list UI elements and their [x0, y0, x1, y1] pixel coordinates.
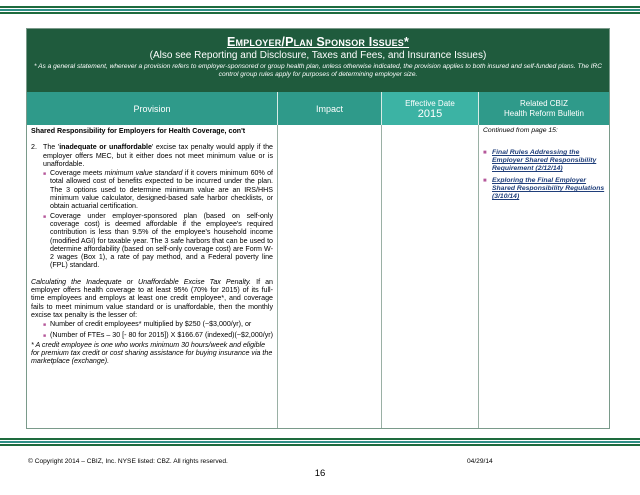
related-link-exploring-regulations[interactable] — [483, 177, 605, 201]
related-bulletin-column-header — [479, 92, 609, 125]
impact-column-header — [278, 92, 382, 125]
related-link-final-rules[interactable] — [483, 149, 605, 173]
square-bullet-icon: ■ — [43, 332, 47, 339]
square-bullet-icon: ■ — [483, 150, 487, 156]
table-row — [27, 125, 609, 428]
impact-header-label: Impact — [315, 103, 343, 114]
item-bold-term: inadequate or unaffordable — [59, 143, 152, 152]
effective-year: 2015 — [417, 107, 443, 120]
continued-note: Continued from page 15: — [483, 127, 558, 134]
item-number: 2. — [31, 143, 37, 152]
page-title: Employer/Plan Sponsor Issues* — [226, 35, 410, 49]
copyright-notice: © Copyright 2014 – CBIZ, Inc. NYSE listed: CBZ. All rights reserved. — [28, 458, 228, 465]
calc-bullet-credit-employees: Number of credit employees* multiplied by $250 (~$3,000/yr), or — [50, 320, 252, 329]
credit-employee-footnote: * A credit employee is one who works minimum 30 hours/week and eligible for premium tax credit or cost sharing assistance for buying insurance via the marketplace (exchange). — [31, 340, 273, 366]
provision-header-label: Provision — [133, 103, 171, 114]
top-decorative-stripes — [0, 6, 640, 14]
column-header-row — [27, 92, 609, 125]
provision-column-header — [27, 92, 278, 125]
calc-bullet-fte: (Number of FTEs – 30 [- 80 for 2015]) X $166.67 (indexed)(~$2,000/yr) — [50, 330, 273, 339]
square-bullet-icon: ■ — [483, 178, 487, 184]
impact-cell — [278, 125, 382, 428]
related-link-text[interactable]: Exploring the Final Employer Shared Responsibility Regulations (3/10/14) — [492, 177, 605, 200]
calculation-paragraph — [31, 278, 273, 319]
provision-heading: Shared Responsibility for Employers for Health Coverage, con't — [31, 127, 246, 135]
item-bullets — [43, 169, 273, 270]
bullet-text-minimum-value: Coverage meets minimum value standard if it covers minimum 60% of total allowed cost of benefits expected to be incurred under the plan. The 3 options used to determine minimum value are an IRS/HHS minimum value calculator, designed-based safe harbor checklists, or obtain actuarial certification. — [50, 169, 273, 211]
provision-item — [31, 143, 273, 168]
calculation-body: If an employer offers health coverage to at least 95% (70% for 2015) of its full-time employees and employs at least one credit employee*, and coverage fails to meet minimum value standard or is unaffordable, then the monthly excise tax penalty is the lesser of: — [31, 277, 273, 319]
related-header-line1: Related CBIZ — [519, 98, 569, 108]
bottom-decorative-stripes — [0, 438, 640, 446]
list-item — [43, 331, 273, 340]
list-item — [43, 169, 273, 210]
effective-date-cell — [382, 125, 479, 428]
effective-header-label: Effective Date — [405, 98, 455, 108]
square-bullet-icon: ■ — [43, 171, 47, 178]
general-note: * As a general statement, wherever a provision refers to employer-sponsored or group health plan, unless otherwise indicated, the provision applies to both insured and self-funded plans. The IRC control group rules apply for purposes of determining employer size. — [33, 63, 603, 78]
page-subtitle: (Also see Reporting and Disclosure, Taxes and Fees, and Insurance Issues) — [149, 50, 487, 61]
square-bullet-icon: ■ — [43, 322, 47, 329]
effective-date-column-header — [382, 92, 479, 125]
calculation-title: Calculating the Inadequate or Unaffordable Excise Tax Penalty. — [31, 277, 252, 286]
title-banner — [27, 29, 609, 92]
provision-cell — [27, 125, 278, 428]
related-link-text[interactable]: Final Rules Addressing the Employer Shared Responsibility Requirement (2/12/14) — [492, 149, 597, 172]
square-bullet-icon: ■ — [43, 213, 47, 220]
list-item — [43, 212, 273, 270]
bullet-text-affordability: Coverage under employer-sponsored plan (based on self-only coverage cost) is deemed affordable if the employee's required contribution is less than 9.5% of the employee's household income (modified AGI) for taxable year. The 3 safe harbors that can be used to determine affordability (based on self-only coverage cost) are Form W-2 wages (Box 1), a rate of pay method, and a Federal poverty line (FPL) standard. — [50, 211, 273, 270]
issues-table — [26, 28, 610, 429]
list-item — [43, 320, 273, 329]
related-header-line2: Health Reform Bulletin — [503, 108, 585, 118]
page-number: 16 — [314, 468, 326, 479]
item-text: The 'inadequate or unaffordable' excise tax penalty would apply if the employer offers MEC, but it either does not meet minimum value or is unaffordable. — [43, 143, 273, 168]
calculation-bullets — [43, 320, 273, 340]
related-bulletin-cell — [479, 125, 609, 428]
footer-date: 04/29/14 — [467, 458, 493, 465]
